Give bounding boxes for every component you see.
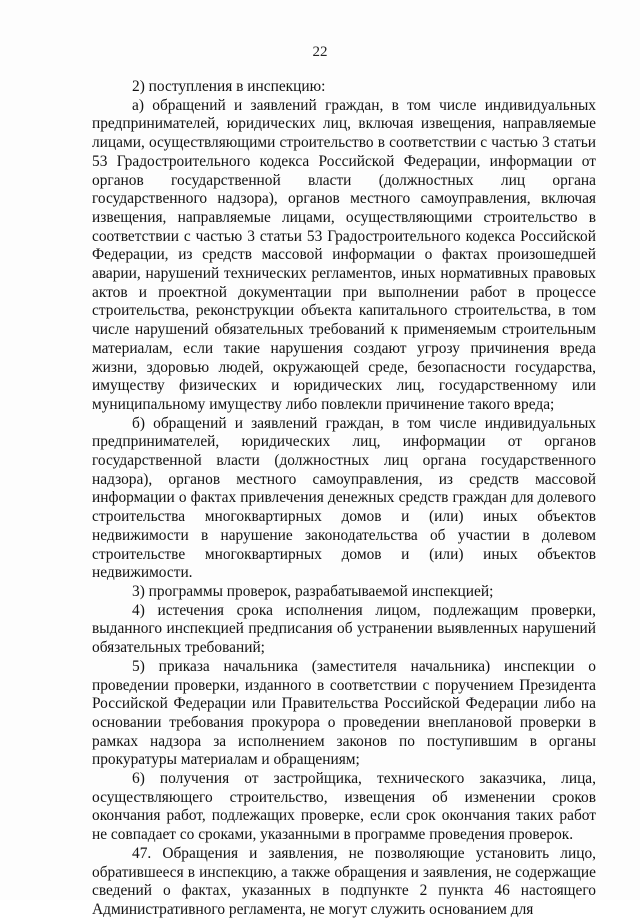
paragraph-clause-47: 47. Обращения и заявления, не позволяющие установить лицо, обратившееся в инспекцию, а также обращения и заявления, не содержащие сведений о фактах, указанных в подпункте 2 пункта 46 настоящего Административного регламента, не могут служить основанием для xyxy=(92,844,596,918)
paragraph-item-4: 4) истечения срока исполнения лицом, подлежащим проверки, выданного инспекцией предписания об устранении выявленных нарушений обязательных требований; xyxy=(92,601,596,657)
page-number: 22 xyxy=(312,44,328,60)
paragraph-item-5: 5) приказа начальника (заместителя начальника) инспекции о проведении проверки, изданного в соответствии с поручением Президента Российской Федерации или Правительства Российской Федерации либо на основании требования прокурора о проведении внеплановой проверки в рамках надзора за исполнением законов по поступившим в органы прокуратуры материалам и обращениям; xyxy=(92,657,596,769)
paragraph-item-3: 3) программы проверок, разрабатываемой инспекцией; xyxy=(132,582,494,600)
paragraph-subitem-a: а) обращений и заявлений граждан, в том числе индивидуальных предпринимателей, юридических лиц, включая извещения, направляемые лицами, осуществляющими строительство в соответствии с частью 3 статьи 53 Градостроительного кодекса Российской Федерации, информации от органов государственной власти (должностных лиц органа государственного надзора), органов местного самоуправления, включая извещения, направляемые лицами, осуществляющими строительство в соответствии с частью 3 статьи 53 Градостроительного кодекса Российской Федерации, из средств массовой информации о фактах произошедшей аварии, нарушений технических регламентов, иных нормативных правовых актов и проектной документации при выполнении работ в процессе строительства, реконструкции объекта капитального строительства, в том числе нарушений обязательных требований к применяемым строительным материалам, если такие нарушения создают угрозу причинения вреда жизни, здоровью людей, окружающей среде, безопасности государства, имуществу физических и юридических лиц, государственному или муниципальному имуществу либо повлекли причинение такого вреда; xyxy=(92,96,596,413)
paragraph-item-2: 2) поступления в инспекцию: xyxy=(132,78,326,95)
paragraph-item-6: 6) получения от застройщика, технического заказчика, лица, осуществляющего строительство, извещения об изменении сроков окончания работ, подлежащих проверке, если срок окончания таких работ не совпадает со сроками, указанными в программе проведения проверок. xyxy=(92,770,596,844)
document-body xyxy=(92,78,596,920)
paragraph-subitem-b: б) обращений и заявлений граждан, в том числе индивидуальных предпринимателей, юридических лиц, информации от органов государственной власти (должностных лиц органа государственного надзора), органов местного самоуправления, из средств массовой информации о фактах привлечения денежных средств граждан для долевого строительства многоквартирных домов и (или) иных объектов недвижимости в нарушение законодательства об участии в долевом строительстве многоквартирных домов и (или) иных объектов недвижимости. xyxy=(92,414,596,582)
